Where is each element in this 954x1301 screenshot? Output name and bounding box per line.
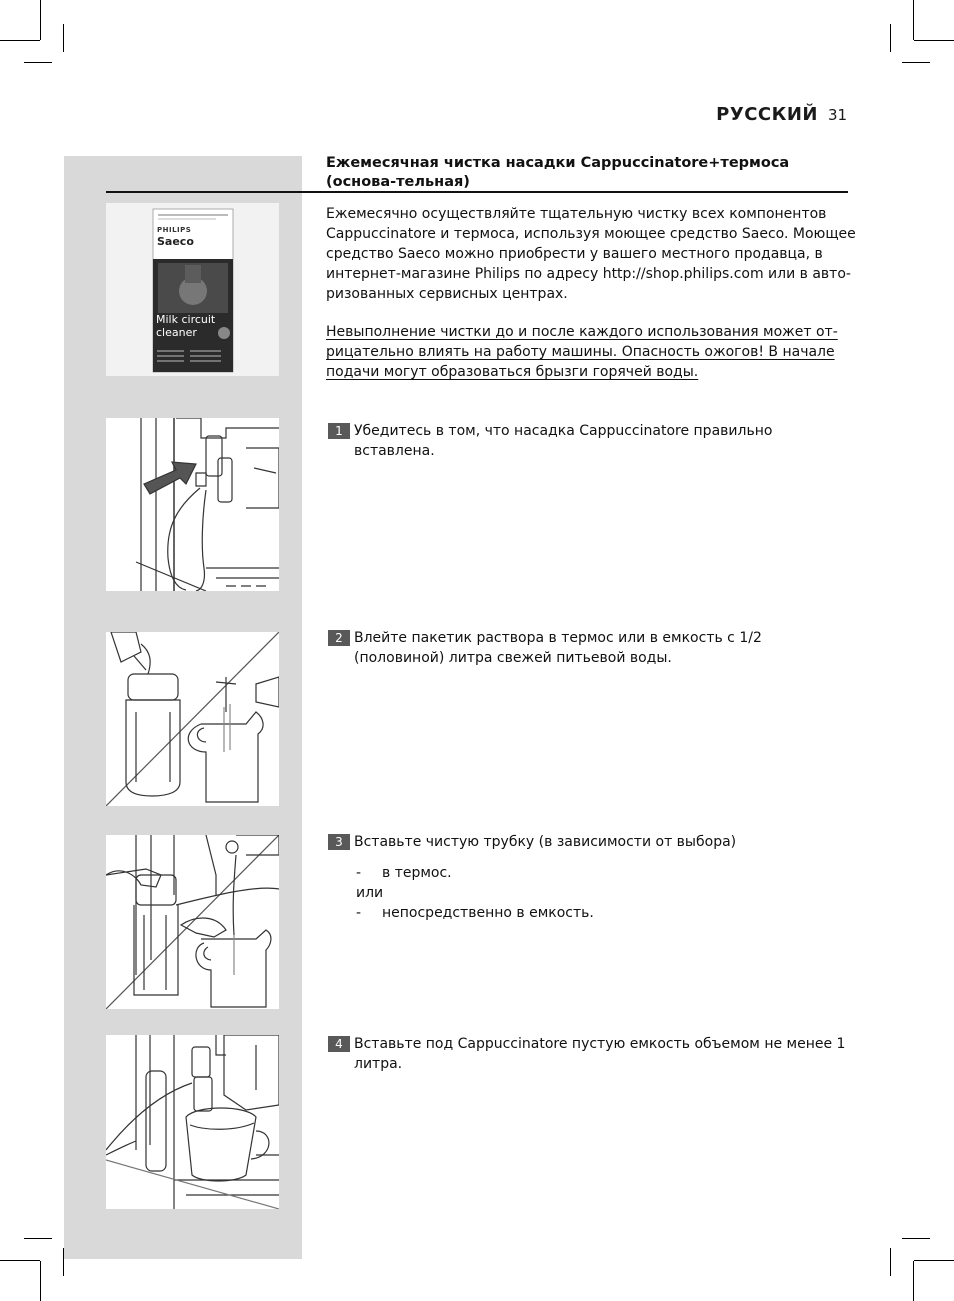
- crop-mark: [914, 1260, 954, 1261]
- crop-mark: [890, 24, 891, 52]
- step4-notch: [279, 1035, 302, 1057]
- crop-mark: [902, 62, 930, 63]
- step1-illustration: [106, 418, 279, 591]
- crop-mark: [914, 40, 954, 41]
- product-name-line2: cleaner: [156, 326, 197, 339]
- crop-mark: [40, 1261, 41, 1301]
- crop-mark: [24, 1238, 52, 1239]
- brand-philips: PHILIPS: [157, 226, 192, 234]
- step-3-text: Вставьте чистую трубку (в зависимости от выбора): [354, 834, 737, 850]
- step3-dash-2: -: [356, 905, 362, 921]
- page-number: 31: [828, 106, 848, 124]
- warning-paragraph: [326, 322, 856, 382]
- step3-illustration: [106, 835, 279, 1009]
- step-3: [328, 832, 848, 852]
- step-2: [328, 628, 848, 668]
- step-4: [328, 1034, 848, 1074]
- step-1-number: 1: [328, 423, 350, 439]
- crop-mark: [913, 0, 914, 40]
- crop-mark: [890, 1248, 891, 1276]
- crop-mark: [0, 40, 40, 41]
- step2-notch: [279, 632, 302, 654]
- step-1: [328, 421, 848, 461]
- step4-illustration: [106, 1035, 279, 1209]
- step-3-number: 3: [328, 834, 350, 850]
- step-1-text: Убедитесь в том, что насадка Cappuccinatore правильно вставлена.: [354, 423, 773, 459]
- crop-mark: [63, 24, 64, 52]
- brand-saeco: Saeco: [157, 235, 194, 248]
- product-box-image: [106, 203, 279, 376]
- step3-or: или: [356, 885, 384, 901]
- crop-mark: [24, 62, 52, 63]
- step-4-number: 4: [328, 1036, 350, 1052]
- step2-illustration: [106, 632, 279, 806]
- step3-dash-1: -: [356, 865, 362, 881]
- step-2-text: Влейте пакетик раствора в термос или в емкость с 1/2 (половиной) литра свежей питьевой воды.: [354, 630, 762, 666]
- step3-option-2: непосредственно в емкость.: [382, 905, 594, 921]
- product-name-line1: Milk circuit: [156, 313, 216, 326]
- step1-notch: [279, 418, 302, 440]
- step-2-number: 2: [328, 630, 350, 646]
- crop-mark: [40, 0, 41, 40]
- language-label: РУССКИЙ: [716, 104, 818, 125]
- step3-notch: [279, 835, 302, 857]
- step-4-text: Вставьте под Cappuccinatore пустую емкость объемом не менее 1 литра.: [354, 1036, 846, 1072]
- intro-paragraph: Ежемесячно осуществляйте тщательную чистку всех компонентов Cappuccinatore и термоса, используя моющее средство Saeco. Моющее средство Saeco можно приобрести у вашего местного продавца, в интернет-магазине Philips по адресу http://shop.philips.com или в авто-ризованных сервисных центрах.: [326, 206, 856, 302]
- crop-mark: [902, 1238, 930, 1239]
- crop-mark: [913, 1261, 914, 1301]
- step3-option-1: в термос.: [382, 865, 452, 881]
- warning-text: Невыполнение чистки до и после каждого использования может от-рицательно влиять на работу машины. Опасность ожогов! В начале подачи могут образоваться брызги горячей воды.: [326, 324, 838, 380]
- section-title: Ежемесячная чистка насадки Cappuccinatore+термоса (основа-тельная): [326, 155, 790, 190]
- crop-mark: [0, 1260, 40, 1261]
